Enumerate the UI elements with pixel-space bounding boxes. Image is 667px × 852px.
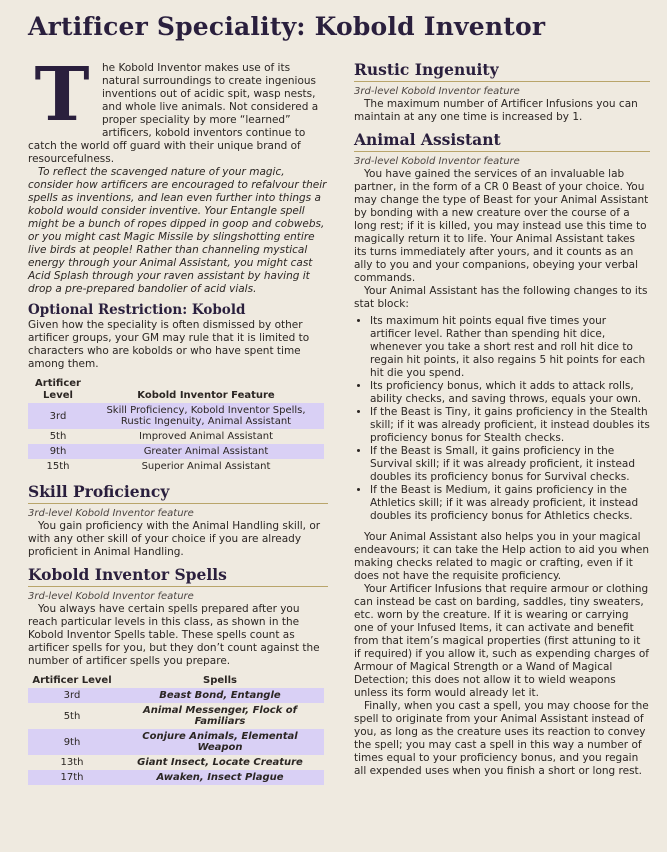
- animal-assistant-p3: Your Animal Assistant also helps you in your magical endeavours; it can take the Help action to aid you when making checks related to magic or crafting, even if it does not have the requisite proficiency.: [354, 531, 649, 582]
- table-cell-spells: Animal Messenger, Flock of Familiars: [143, 705, 297, 727]
- animal-assistant-heading: Animal Assistant: [354, 130, 650, 152]
- table-cell-level: 5th: [63, 710, 81, 722]
- intro-flavor-text: To reflect the scavenged nature of your magic, consider how artificers are encouraged to refalvour their spells as inventions, and lean even further into things a kobold would consider inventive. Your Entangle spell might be a bunch of ropes dipped in goop and cobwebs, or you might cast Magic Missile by slingshotting entire live birds at people! Rather than channeling mystical energy through your Animal Assistant, you might cast Acid Splash through your raven assistant by having it drop a pre-prepared bandolier of acid vials.: [28, 166, 327, 295]
- inventor-spells-text: You always have certain spells prepared after you reach particular levels in this class, as shown in the Kobold Inventor Spells table. These spells count as artificer spells for you, but they don’t count against the number of artificer spells you prepare.: [28, 603, 320, 667]
- intro-section: [28, 52, 328, 296]
- table-row: [28, 429, 324, 444]
- table-row: [28, 403, 324, 429]
- rustic-ingenuity-subtitle: 3rd-level Kobold Inventor feature: [354, 86, 520, 97]
- table-cell-spells: Beast Bond, Entangle: [116, 688, 324, 703]
- table-row: [28, 770, 324, 785]
- optional-restriction-text: Given how the speciality is often dismissed by other artificer groups, your GM may rule that it is limited to characters who are kobolds or who have spent time among them.: [28, 319, 310, 370]
- drop-cap: T: [34, 52, 90, 138]
- table-cell-spells: Giant Insect, Locate Creature: [137, 757, 303, 768]
- spell-table-header-spells: Spells: [203, 675, 237, 686]
- skill-proficiency-heading: Skill Proficiency: [28, 482, 328, 504]
- right-column: [354, 60, 650, 778]
- feature-table: [28, 377, 324, 474]
- table-cell-spells: Awaken, Insect Plague: [116, 770, 324, 785]
- table-cell-level: 5th: [49, 431, 67, 442]
- spell-table-header-level: Artificer Level: [32, 675, 112, 686]
- animal-assistant-subtitle: 3rd-level Kobold Inventor feature: [354, 156, 520, 167]
- inventor-spells-subtitle: 3rd-level Kobold Inventor feature: [28, 591, 194, 602]
- table-row: [28, 729, 324, 755]
- list-item: • If the Beast is Medium, it gains proficiency in the Athletics skill; if it was already proficient, it instead doubles its proficiency bonus for Athletics checks.: [370, 484, 650, 523]
- rustic-ingenuity-text: The maximum number of Artificer Infusions you can maintain at any one time is increased by 1.: [354, 98, 638, 123]
- intro-text: he Kobold Inventor makes use of its natural surroundings to create ingenious inventions out of acidic spit, wasp nests, and whole live animals. Not considered a proper speciality by more “learned” artificers, kobold inventors continue to catch the world off guard with their unique brand of resourcefulness.: [28, 62, 319, 165]
- table-cell-level: 17th: [28, 770, 116, 785]
- table-cell-level: 3rd: [28, 688, 116, 703]
- table-cell-level: 15th: [46, 461, 70, 472]
- table-cell-feature: Superior Animal Assistant: [141, 461, 271, 472]
- table-cell-level: 9th: [28, 729, 116, 755]
- feature-table-header-feature: Kobold Inventor Feature: [137, 390, 275, 401]
- skill-proficiency-subtitle: 3rd-level Kobold Inventor feature: [28, 508, 194, 519]
- table-row: [28, 703, 324, 729]
- spell-table: [28, 674, 324, 785]
- list-item: • Its proficiency bonus, which it adds to attack rolls, ability checks, and saving throws, equals your own.: [370, 380, 650, 406]
- animal-assistant-p4: Your Artificer Infusions that require armour or clothing can instead be cast on barding, saddles, tiny sweaters, etc. worn by the creature. If it is wearing or carrying one of your Infused Items, it can activate and benefit from that item’s magical properties (first attuning to it if required) if you allow it, such as expending charges of Armour of Magical Strength or a Wand of Magical Detection; this does not allow it to wield weapons unless its form would already let it.: [354, 583, 649, 699]
- table-cell-level: 3rd: [28, 403, 88, 429]
- table-cell-level: 9th: [28, 444, 88, 459]
- animal-assistant-p1: You have gained the services of an invaluable lab partner, in the form of a CR 0 Beast of your choice. You may change the type of Beast for your Animal Assistant by bonding with a new creature over the course of a long rest; if it is killed, you may instead use this time to magically return it to life. Your Animal Assistant takes its turns immediately after yours, and it counts as an ally to you and your companions, obeying your verbal commands.: [354, 168, 649, 284]
- table-cell-feature: Skill Proficiency, Kobold Inventor Spells, Rustic Ingenuity, Animal Assistant: [88, 403, 324, 429]
- list-item: • Its maximum hit points equal five times your artificer level. Rather than spending hit dice, whenever you take a short rest and roll hit dice to regain hit points, it also regains 5 hit points for each hit die you spend.: [370, 315, 650, 380]
- left-column: [28, 52, 328, 785]
- table-row: [28, 688, 324, 703]
- table-row: [28, 755, 324, 770]
- skill-proficiency-text: You gain proficiency with the Animal Handling skill, or with any other skill of your choice if you are already proficient in Animal Handling.: [28, 520, 321, 558]
- stat-block-list: [354, 315, 650, 523]
- table-row: [28, 444, 324, 459]
- inventor-spells-heading: Kobold Inventor Spells: [28, 565, 328, 587]
- animal-assistant-p2: Your Animal Assistant has the following changes to its stat block:: [354, 285, 648, 310]
- page-title: Artificer Speciality: Kobold Inventor: [28, 12, 546, 41]
- optional-restriction-heading: Optional Restriction: Kobold: [28, 302, 246, 318]
- list-item: • If the Beast is Tiny, it gains proficiency in the Stealth skill; if it was already proficient, it instead doubles its proficiency bonus for Stealth checks.: [370, 406, 650, 445]
- list-item: • If the Beast is Small, it gains proficiency in the Survival skill; if it was already proficient, it instead doubles its proficiency bonus for Survival checks.: [370, 445, 650, 484]
- table-cell-feature: Improved Animal Assistant: [139, 431, 273, 442]
- table-cell-level: 13th: [60, 757, 84, 768]
- feature-table-header-level: Artificer Level: [35, 378, 81, 401]
- table-row: [28, 459, 324, 474]
- table-cell-feature: Greater Animal Assistant: [88, 444, 324, 459]
- rustic-ingenuity-heading: Rustic Ingenuity: [354, 60, 650, 82]
- table-cell-spells: Conjure Animals, Elemental Weapon: [116, 729, 324, 755]
- animal-assistant-p5: Finally, when you cast a spell, you may choose for the spell to originate from your Animal Assistant instead of you, as long as the creature uses its reaction to convey the spell; you may cast a spell in this way a number of times equal to your proficiency bonus, and you regain all expended uses when you finish a short or long rest.: [354, 700, 649, 777]
